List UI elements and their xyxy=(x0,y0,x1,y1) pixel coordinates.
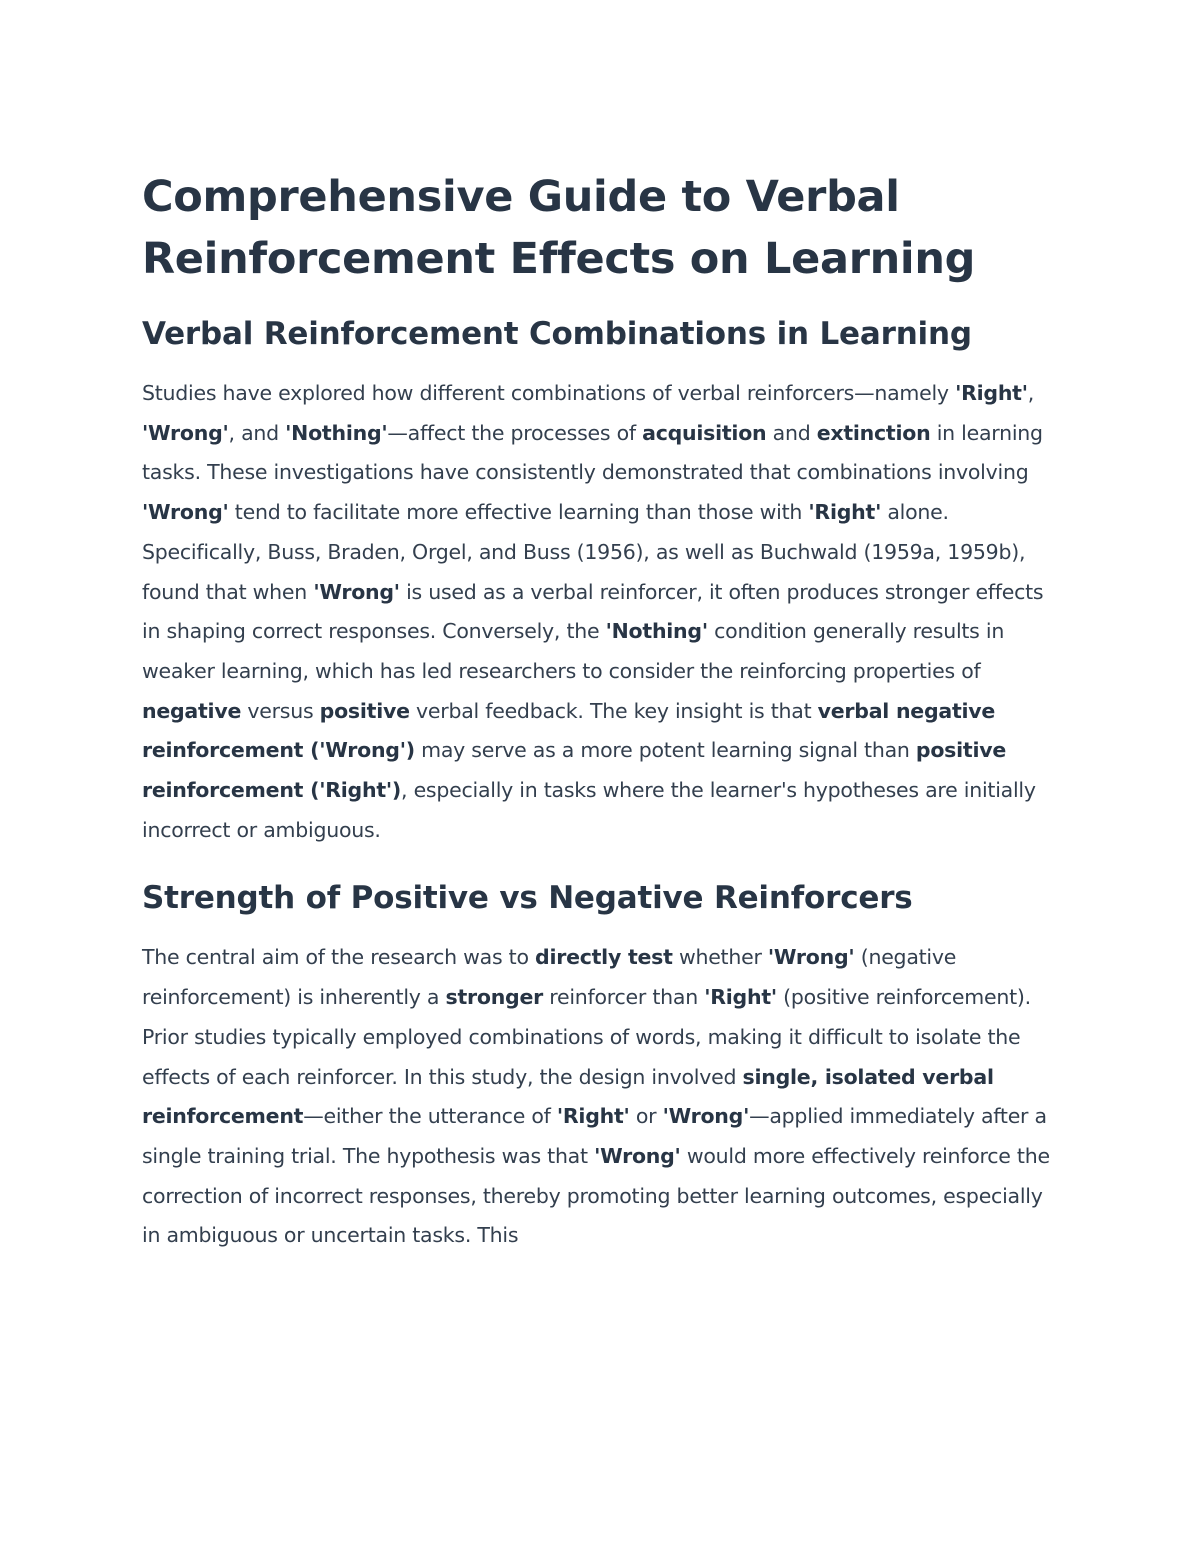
body-text: is used as a verbal reinforcer, it often produces stronger effects in shaping correct responses. Conversely, the xyxy=(142,579,1044,644)
section-paragraph-verbal-reinforcement-combinations xyxy=(142,374,1062,850)
body-text: may serve as a more potent learning signal than xyxy=(414,738,916,763)
emphasized-text: 'Wrong' xyxy=(662,1104,750,1129)
emphasized-text: verbal negative reinforcement ('Wrong') xyxy=(142,698,996,763)
body-text: , especially in tasks where the learner's hypotheses are initially incorrect or ambiguous. xyxy=(142,778,1036,842)
emphasized-text: 'Wrong' xyxy=(594,1143,681,1168)
emphasized-text: negative xyxy=(142,698,242,723)
body-text: —applied immediately after a single training trial. The hypothesis was that xyxy=(142,1104,1047,1168)
body-text: in learning tasks. These investigations have consistently demonstrated that combinations involving xyxy=(142,420,1043,485)
emphasized-text: positive xyxy=(319,698,410,723)
emphasized-text: positive reinforcement ('Right') xyxy=(142,738,1006,803)
emphasized-text: directly test xyxy=(535,945,673,970)
emphasized-text: extinction xyxy=(816,420,931,445)
emphasized-text: single, isolated verbal reinforcement xyxy=(142,1064,994,1129)
body-text: condition generally results in weaker learning, which has led researchers to consider the reinforcing properties of xyxy=(142,619,1005,683)
emphasized-text: 'Right' xyxy=(556,1104,630,1129)
emphasized-text: 'Nothing' xyxy=(285,420,388,445)
emphasized-text: 'Right' xyxy=(704,985,777,1010)
body-text: reinforcer than xyxy=(543,985,705,1010)
section-heading-strength-of-reinforcers: Strength of Positive vs Negative Reinforcers xyxy=(142,880,913,917)
body-text: , xyxy=(1027,381,1035,405)
emphasized-text: acquisition xyxy=(642,420,767,445)
emphasized-text: 'Wrong' xyxy=(767,945,855,970)
body-text: versus xyxy=(241,698,320,723)
document-title: Comprehensive Guide to Verbal Reinforcement Effects on Learning xyxy=(142,172,976,284)
emphasized-text: stronger xyxy=(445,985,543,1010)
emphasized-text: 'Nothing' xyxy=(605,619,708,644)
section-paragraph-strength-of-reinforcers xyxy=(142,938,1062,1256)
emphasized-text: 'Right' xyxy=(955,381,1028,405)
emphasized-text: 'Wrong' xyxy=(313,579,400,604)
body-text: (positive reinforcement). Prior studies typically employed combinations of words, making it difficult to isolate the effects of each reinforcer. In this study, the design involved xyxy=(142,985,1031,1089)
body-text: or xyxy=(629,1104,663,1129)
emphasized-text: 'Wrong' xyxy=(142,420,229,445)
emphasized-text: 'Wrong' xyxy=(142,500,229,525)
body-text: The central aim of the research was to xyxy=(142,945,536,970)
body-text: and xyxy=(766,420,817,445)
body-text: (negative reinforcement) is inherently a xyxy=(142,945,957,1010)
body-text: —either the utterance of xyxy=(303,1104,557,1129)
body-text: Studies have explored how different combinations of verbal reinforcers—namely xyxy=(142,381,956,405)
body-text: verbal feedback. The key insight is that xyxy=(409,698,818,723)
body-text: alone. Specifically, Buss, Braden, Orgel, and Buss (1956), as well as Buchwald (1959a, 1959b), found that when xyxy=(142,500,1026,604)
emphasized-text: 'Right' xyxy=(808,500,882,525)
body-text: whether xyxy=(672,945,768,970)
body-text: —affect the processes of xyxy=(387,420,643,445)
section-heading-verbal-reinforcement-combinations: Verbal Reinforcement Combinations in Learning xyxy=(142,316,972,352)
body-text: would more effectively reinforce the correction of incorrect responses, thereby promoting better learning outcomes, especially in ambiguous or uncertain tasks. This xyxy=(142,1143,1050,1248)
document-page xyxy=(142,166,1062,1256)
body-text: tend to facilitate more effective learning than those with xyxy=(228,500,809,525)
body-text: , and xyxy=(228,420,286,445)
